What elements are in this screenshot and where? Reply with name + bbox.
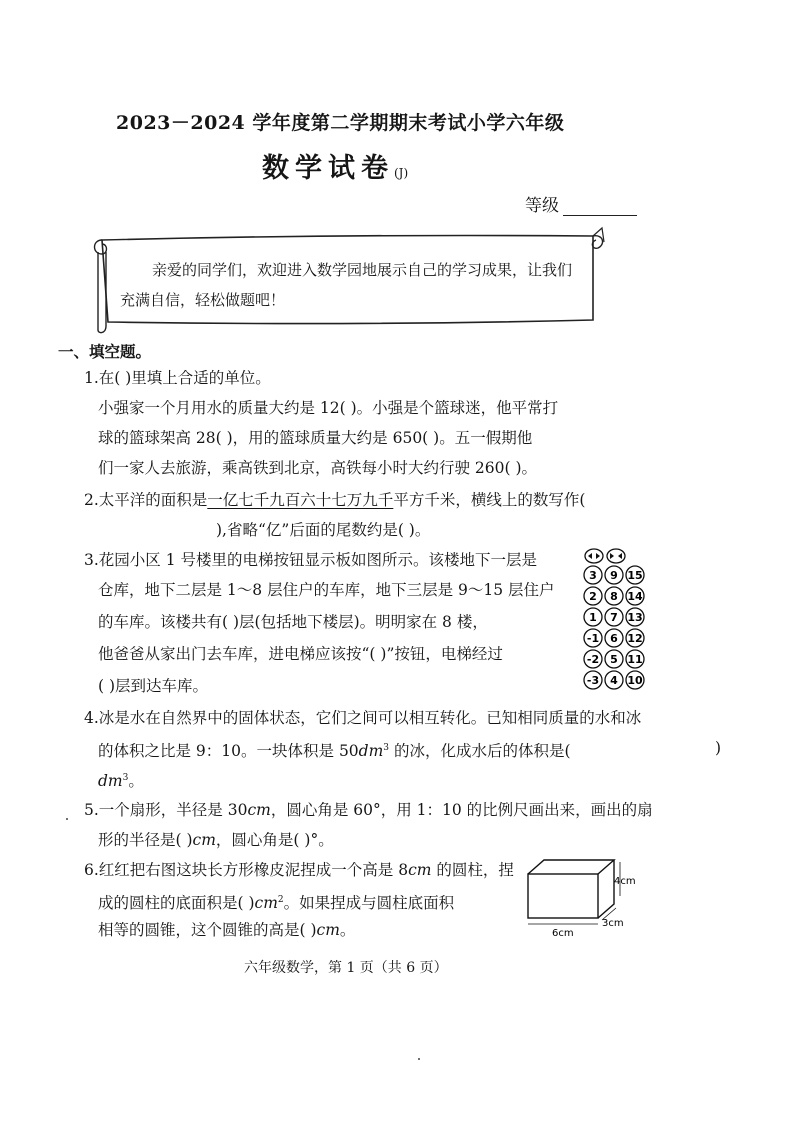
elevator-button[interactable] — [605, 587, 623, 605]
elevator-button-label: 14 — [627, 590, 643, 603]
q5-line-2 — [98, 830, 334, 850]
q6-unit-2: cm — [254, 894, 278, 913]
elevator-button[interactable] — [605, 608, 623, 626]
q2-line-2: ),省略“亿”后面的尾数约是( )。 — [216, 521, 431, 539]
q2-suffix: 平方千米，横线上的数写作( — [393, 491, 586, 509]
q1-line-2: 小强家一个月用水的质量大约是 12( )。小强是个篮球迷，他平常打 — [98, 399, 559, 417]
exam-title: 2023－2024 学年度第二学期期末考试小学六年级 — [116, 112, 565, 134]
banner-line-2: 充满自信，轻松做题吧！ — [120, 291, 286, 309]
elevator-button[interactable] — [584, 650, 602, 668]
q2-underlined-number: 一亿七千九百六十七万九千 — [207, 491, 394, 509]
q4-line-3 — [98, 768, 144, 791]
elevator-button-label: 10 — [627, 674, 643, 687]
q3-line-5: ( )层到达车库。 — [98, 677, 209, 695]
elevator-button-label: 4 — [610, 674, 618, 687]
elevator-button[interactable] — [584, 608, 602, 626]
elevator-button[interactable] — [605, 629, 623, 647]
subject-title — [262, 146, 408, 185]
elevator-panel — [583, 547, 645, 687]
q5-unit: cm — [247, 801, 271, 819]
q3-line-2: 仓库，地下二层是 1～8 层住户的车库，地下三层是 9～15 层住户 — [98, 581, 555, 599]
q6-text-a: 6.红红把右图这块长方形橡皮泥捏成一个高是 8 — [84, 861, 409, 879]
elevator-button-label: 9 — [610, 569, 618, 582]
q6-text-e: 相等的圆锥，这个圆锥的高是( ) — [98, 921, 317, 939]
q4-close-paren: ) — [715, 739, 722, 757]
close-door-icon — [607, 549, 625, 563]
grade-label: 等级 — [525, 196, 559, 216]
q6-unit-3: cm — [316, 921, 340, 939]
q3-line-1: 3.花园小区 1 号楼里的电梯按钮显示板如图所示。该楼地下一层是 — [84, 551, 538, 569]
q6-line-1 — [84, 860, 514, 880]
elevator-button-label: -3 — [586, 674, 600, 687]
elevator-button-label: -2 — [586, 653, 600, 666]
q5-unit-2: cm — [192, 831, 216, 849]
subject-name: 数学试卷 — [262, 153, 394, 184]
q2-line-1 — [84, 490, 585, 510]
q2-prefix: 2.太平洋的面积是 — [84, 491, 208, 509]
q6-text-b: 的圆柱，捏 — [431, 861, 514, 879]
elevator-button-label: 12 — [627, 632, 643, 645]
elevator-button-label: 6 — [610, 632, 618, 645]
elevator-button-grid — [583, 565, 645, 695]
elevator-button[interactable] — [626, 587, 644, 605]
elevator-button[interactable] — [605, 566, 623, 584]
elevator-button[interactable] — [626, 608, 644, 626]
elevator-button-label: -1 — [586, 632, 600, 645]
elevator-button[interactable] — [605, 650, 623, 668]
elevator-button-label: 5 — [610, 653, 618, 666]
width-label: 3cm — [602, 918, 624, 929]
q1-line-1: 1.在( )里填上合适的单位。 — [84, 369, 271, 387]
open-door-icon — [585, 549, 603, 563]
q4-text-a: 的体积之比是 9：10。一块体积是 50 — [98, 742, 359, 761]
q5-text-a: 5.一个扇形，半径是 30 — [84, 801, 248, 819]
scan-speck — [66, 818, 68, 820]
length-label: 6cm — [552, 928, 574, 939]
elevator-button-label: 3 — [589, 569, 597, 582]
q6-unit: cm — [408, 861, 432, 879]
q3-line-3: 的车库。该楼共有( )层(包括地下楼层)。明明家在 8 楼， — [98, 613, 488, 631]
cuboid-front-face — [528, 874, 598, 918]
q6-text-d: 。如果捏成与圆柱底面积 — [283, 894, 455, 913]
elevator-button[interactable] — [584, 566, 602, 584]
elevator-button-label: 2 — [589, 590, 597, 603]
elevator-button[interactable] — [626, 650, 644, 668]
elevator-buttons — [583, 565, 645, 695]
q1-line-3: 球的篮球架高 28( )，用的篮球质量大约是 650( )。五一假期他 — [98, 429, 533, 447]
q4-exponent: 3 — [383, 743, 390, 753]
banner-line-1: 亲爱的同学们，欢迎进入数学园地展示自己的学习成果，让我们 — [152, 261, 573, 279]
elevator-button[interactable] — [584, 671, 602, 689]
cuboid-figure — [522, 852, 642, 942]
cuboid-top-face — [528, 860, 614, 874]
elevator-button-label: 8 — [610, 590, 618, 603]
q1-line-4: 们一家人去旅游，乘高铁到北京，高铁每小时大约行驶 260( )。 — [98, 459, 538, 477]
q4-line-2 — [98, 738, 571, 761]
q6-line-2 — [98, 890, 454, 913]
elevator-button[interactable] — [626, 566, 644, 584]
elevator-button[interactable] — [584, 587, 602, 605]
elevator-button[interactable] — [626, 629, 644, 647]
elevator-button[interactable] — [605, 671, 623, 689]
q4-unit-2: dm — [98, 772, 123, 791]
height-label: 4cm — [614, 876, 636, 887]
q3-line-4: 他爸爸从家出门去车库，进电梯应该按“( )”按钮，电梯经过 — [98, 645, 503, 663]
subject-suffix: (J) — [394, 166, 409, 180]
grade-blank[interactable] — [563, 198, 637, 216]
q6-exponent: 2 — [277, 895, 284, 905]
elevator-button-label: 1 — [589, 611, 597, 624]
q4-text-b: 的冰，化成水后的体积是( — [389, 742, 571, 761]
q5-text-d: ，圆心角是( )°。 — [215, 831, 334, 849]
section-title: 一、填空题。 — [58, 342, 152, 361]
scan-speck — [418, 1058, 420, 1060]
elevator-button-label: 13 — [627, 611, 643, 624]
q5-line-1 — [84, 800, 653, 820]
page-footer: 六年级数学，第 1 页（共 6 页） — [244, 960, 448, 976]
q4-line-1: 4.冰是水在自然界中的固体状态，它们之间可以相互转化。已知相同质量的水和冰 — [84, 709, 642, 727]
elevator-button-label: 11 — [627, 653, 643, 666]
q4-unit: dm — [358, 742, 384, 761]
q5-text-b: ，圆心角是 60°，用 1：10 的比例尺画出来，画出的扇 — [270, 801, 653, 819]
elevator-button[interactable] — [584, 629, 602, 647]
q6-text-f: 。 — [339, 921, 356, 939]
elevator-button[interactable] — [626, 671, 644, 689]
q4-tail: 。 — [128, 772, 144, 791]
q6-line-3 — [98, 920, 355, 940]
elevator-button-label: 15 — [627, 569, 643, 582]
grade-field — [525, 191, 637, 216]
cuboid-side-face — [598, 860, 614, 918]
q4-exponent-2: 3 — [122, 773, 129, 783]
elevator-button-label: 7 — [610, 611, 618, 624]
q6-text-c: 成的圆柱的底面积是( ) — [98, 894, 255, 913]
q5-text-c: 形的半径是( ) — [98, 831, 193, 849]
